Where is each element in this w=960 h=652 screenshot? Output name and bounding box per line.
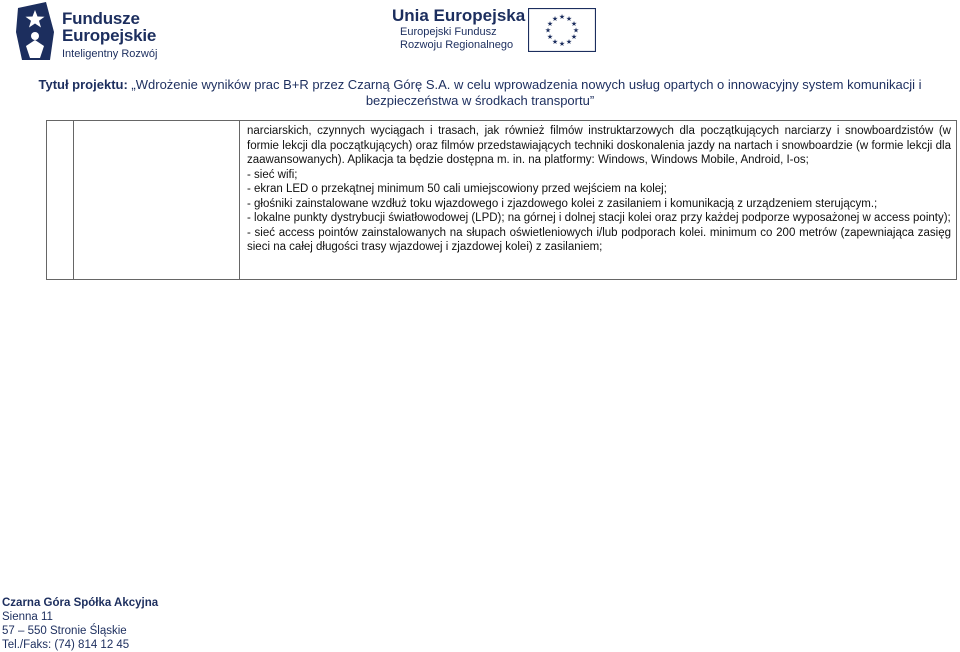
- svg-text:★: ★: [558, 13, 566, 21]
- svg-text:★: ★: [544, 26, 552, 35]
- svg-text:★: ★: [570, 20, 578, 28]
- footer-company: Czarna Góra Spółka Akcyjna: [2, 597, 159, 609]
- footer-city: 57 – 550 Stronie Śląskie: [2, 625, 127, 637]
- eu-flag-icon: [528, 8, 596, 52]
- fundusze-logo-line1: Fundusze: [62, 9, 140, 28]
- unia-europejska-logo: [392, 6, 525, 52]
- table-cell-description: [247, 124, 951, 255]
- description-paragraph: - lokalne punkty dystrybucji światłowodowej (LPD); na górnej i dolnej stacji kolei oraz przy każdej podporze wyposażonej w access pointy);: [247, 212, 951, 224]
- specification-table: [46, 120, 957, 280]
- description-paragraph: - głośniki zainstalowane wzdłuż toku wjazdowego i zjazdowego kolei z zasilaniem i komunikacją z urządzeniem sterującym.;: [247, 197, 878, 210]
- footer-street: Sienna 11: [2, 611, 53, 623]
- svg-text:★: ★: [551, 15, 559, 23]
- description-paragraph: narciarskich, czynnych wyciągach i trasach, jak również filmów instruktarzowych dla początkujących narciarzy i snowboardzistów (w formie lekcji dla początkujących) oraz filmów przedstawiających techniki doskonalenia jazdy na nartach i snowboardzie (w formie lekcji dla zaawansowanych). Aplikacja ta będzie dostępna m. in. na platformy: Windows, Windows Mobile, Android, I-os;: [247, 125, 951, 166]
- svg-text:★: ★: [546, 20, 554, 28]
- fundusze-europejskie-logo: [16, 2, 176, 62]
- svg-text:★: ★: [572, 26, 580, 35]
- svg-text:★: ★: [551, 38, 559, 46]
- table-column-number: [47, 121, 74, 279]
- svg-text:★: ★: [546, 33, 554, 41]
- ue-logo-line2: Europejski Fundusz: [400, 26, 497, 38]
- project-title-label: Tytuł projektu:: [38, 77, 128, 92]
- description-paragraph: - sieć wifi;: [247, 168, 298, 181]
- svg-text:★: ★: [570, 33, 578, 41]
- footer-phone: Tel./Faks: (74) 814 12 45: [2, 639, 130, 651]
- fundusze-logo-line2: Europejskie: [62, 26, 157, 45]
- svg-text:★: ★: [565, 15, 573, 23]
- ue-logo-line1: Unia Europejska: [392, 6, 526, 25]
- footer-address: [2, 596, 158, 652]
- project-title-text: „Wdrożenie wyników prac B+R przez Czarną Górę S.A. w celu wprowadzenia nowych usług opartych o innowacyjny system komunikacji i bezpieczeństwa w środkach transportu”: [131, 77, 922, 108]
- fundusze-star-figure-icon: [16, 2, 56, 60]
- description-paragraph: - sieć access pointów zainstalowanych na słupach oświetleniowych i/lub podporach kolei. minimum co 200 metrów (zapewniająca zasięg sieci na całej długości trasy wjazdowej i zjazdowej kolei) z zasilaniem;: [247, 226, 951, 253]
- ue-logo-line3: Rozwoju Regionalnego: [400, 39, 514, 51]
- description-paragraph: - ekran LED o przekątnej minimum 50 cali umiejscowiony przed wejściem na kolej;: [247, 183, 667, 195]
- fundusze-logo-line3: Inteligentny Rozwój: [62, 48, 158, 60]
- svg-text:★: ★: [565, 38, 573, 46]
- svg-text:★: ★: [558, 40, 566, 48]
- project-title: [0, 77, 960, 109]
- table-column-name: [73, 121, 240, 279]
